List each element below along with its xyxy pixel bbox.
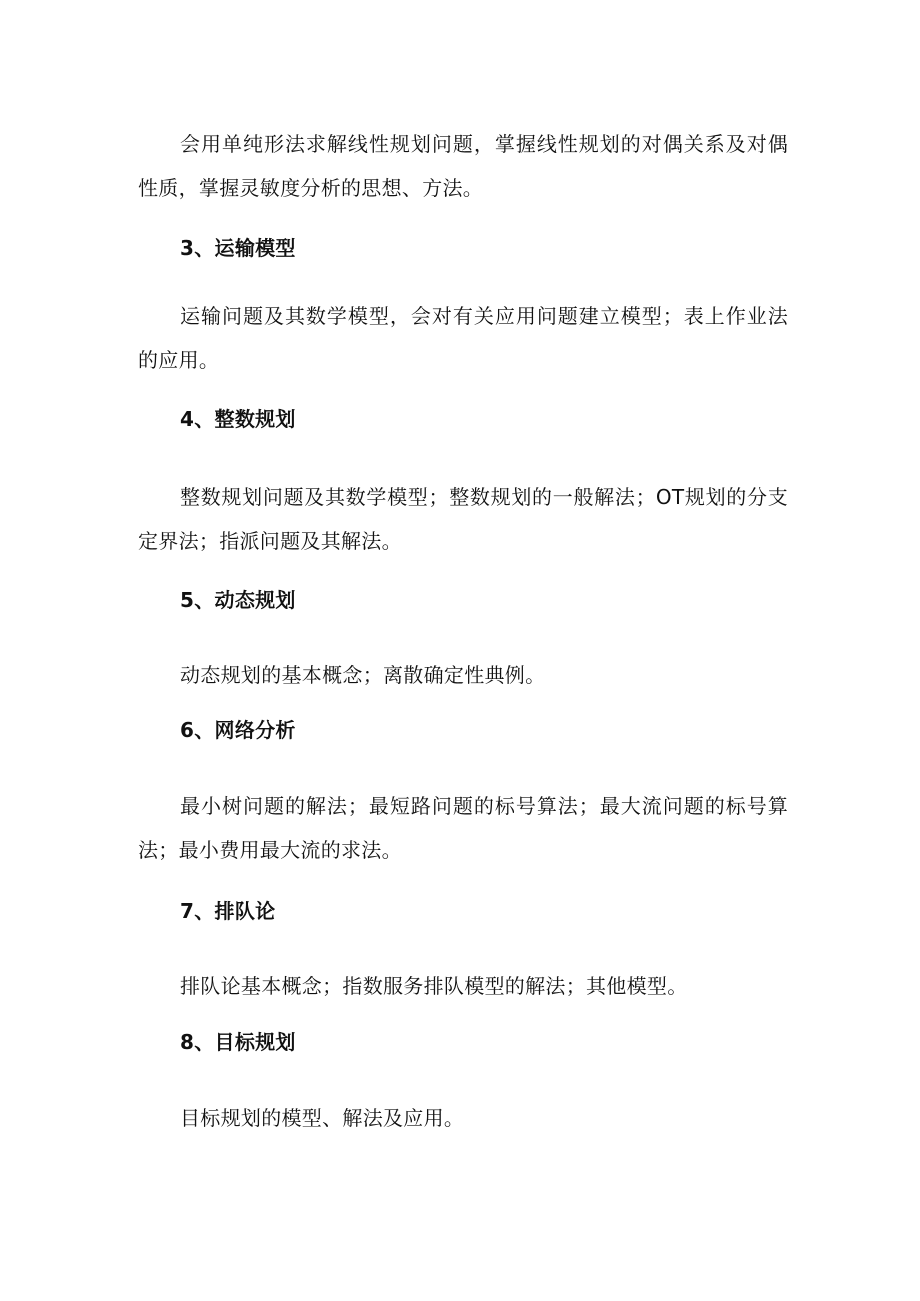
paragraph-dynamic-programming: 动态规划的基本概念；离散确定性典例。 xyxy=(180,663,546,687)
heading-transport-model: 3、运输模型 xyxy=(180,236,296,260)
heading-network-analysis: 6、网络分析 xyxy=(180,718,296,742)
paragraph-queueing-theory: 排队论基本概念；指数服务排队模型的解法；其他模型。 xyxy=(180,974,688,998)
heading-queueing-theory: 7、排队论 xyxy=(180,899,276,923)
paragraph-transport-model: 运输问题及其数学模型，会对有关应用问题建立模型；表上作业法的应用。 xyxy=(138,304,788,372)
paragraph-network-analysis: 最小树问题的解法；最短路问题的标号算法；最大流问题的标号算法；最小费用最大流的求法。 xyxy=(138,794,788,862)
heading-dynamic-programming: 5、动态规划 xyxy=(180,588,296,612)
heading-goal-programming: 8、目标规划 xyxy=(180,1030,296,1054)
paragraph-goal-programming: 目标规划的模型、解法及应用。 xyxy=(180,1106,465,1130)
heading-integer-programming: 4、整数规划 xyxy=(180,407,296,431)
paragraph-integer-programming: 整数规划问题及其数学模型；整数规划的一般解法；OT规划的分支定界法；指派问题及其解法。 xyxy=(138,485,788,553)
paragraph-simplex-method: 会用单纯形法求解线性规划问题，掌握线性规划的对偶关系及对偶性质，掌握灵敏度分析的思想、方法。 xyxy=(138,132,788,200)
